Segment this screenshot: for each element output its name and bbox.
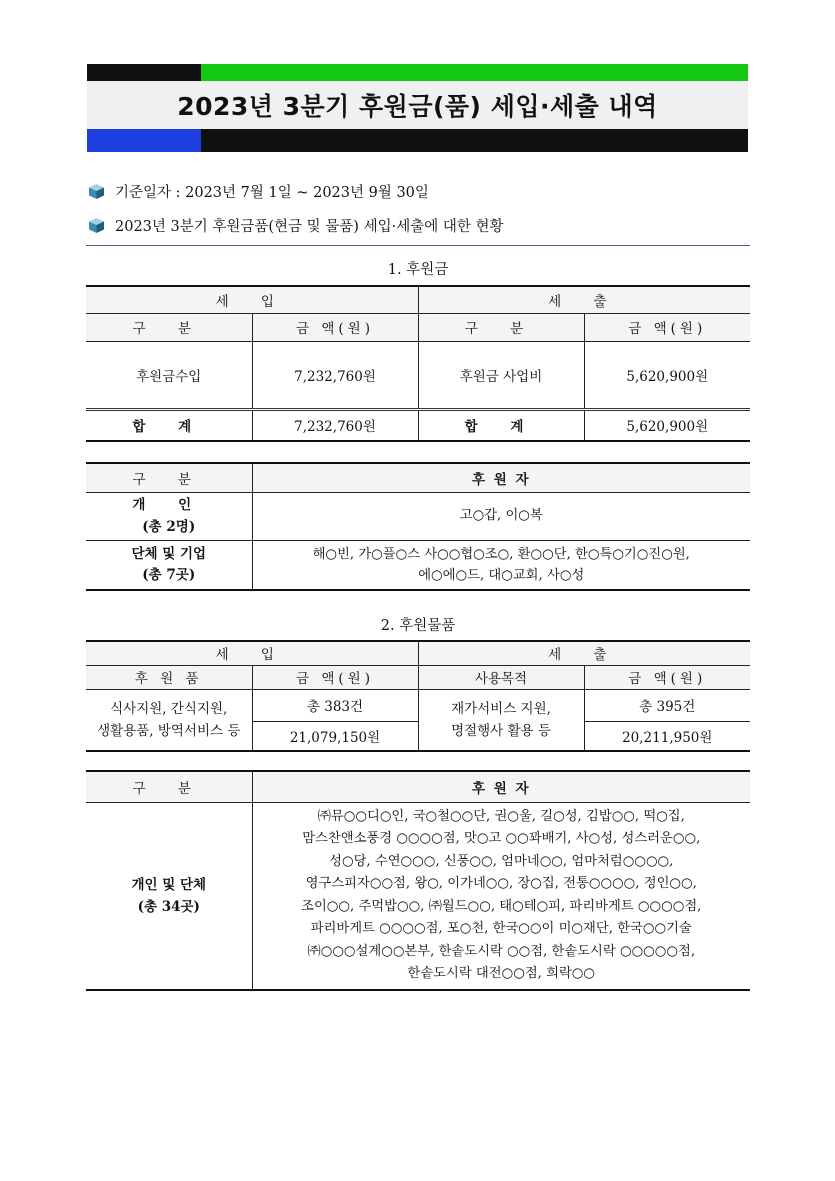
goods-purpose-line: 명절행사 활용 등	[451, 722, 551, 739]
donor-category-individual	[86, 492, 252, 540]
income-col-amount: 금 액(원)	[252, 313, 418, 341]
cube-bullet-icon	[88, 183, 105, 200]
income-col-category: 구 분	[86, 313, 252, 341]
goods-purpose	[418, 689, 584, 751]
donors-goods-table	[86, 770, 750, 991]
goods-col-amount2: 금 액(원)	[584, 665, 750, 689]
donor-line: 한솥도시락 대전○○점, 희락○○	[407, 966, 596, 981]
goods-col-item: 후 원 품	[86, 665, 252, 689]
donor-line: 조이○○, 주먹밥○○, ㈜월드○○, 태○테○피, 파리바게트 ○○○○점,	[301, 898, 702, 914]
category-label: 단체 및 기업	[131, 545, 207, 562]
goods-col-purpose: 사용목적	[418, 665, 584, 689]
category-count: (총 2명)	[142, 519, 196, 535]
donor-line: 영구스피자○○점, 왕○, 이가네○○, 장○집, 전통○○○○, 정인○○,	[305, 876, 697, 891]
donor-list-goods	[252, 802, 750, 990]
donors1-col-category: 구 분	[86, 463, 252, 492]
info-summary	[88, 215, 503, 236]
donor-list-individual	[252, 492, 750, 540]
title-banner	[87, 64, 748, 152]
banner-bottom-stripe	[87, 129, 748, 152]
info-reference-date	[88, 181, 429, 202]
goods-income-header: 세 입	[86, 641, 418, 665]
banner-blue-block	[87, 129, 201, 152]
category-label: 개인 및 단체	[131, 876, 207, 893]
donor-line: 고○갑, 이○복	[459, 507, 543, 523]
goods-item-line: 식사지원, 간식지원,	[110, 700, 228, 717]
income-header: 세 입	[86, 286, 418, 313]
goods-expense-header: 세 출	[418, 641, 750, 665]
goods-col-amount: 금 액(원)	[252, 665, 418, 689]
category-label: 개 인	[132, 497, 206, 513]
income-total: 7,232,760원	[252, 409, 418, 441]
donor-category-groups	[86, 540, 252, 590]
donors-cash-table	[86, 462, 750, 591]
donor-category-all	[86, 802, 252, 990]
goods-income-amount: 21,079,150원	[252, 721, 418, 751]
donor-line: 파리바게트 ○○○○점, 포○천, 한국○○이 미○재단, 한국○○기술	[310, 921, 692, 936]
page-title: 2023년 3분기 후원금(품) 세입·세출 내역	[177, 92, 658, 121]
category-count: (총 7곳)	[142, 566, 196, 583]
expense-header: 세 출	[418, 286, 750, 313]
cube-bullet-icon	[88, 217, 105, 234]
donor-list-groups	[252, 540, 750, 590]
goods-expense-amount: 20,211,950원	[584, 721, 750, 751]
expense-item: 후원금 사업비	[418, 341, 584, 409]
expense-total: 5,620,900원	[584, 409, 750, 441]
donation-cash-table	[86, 285, 750, 442]
category-count: (총 34곳)	[137, 898, 200, 915]
banner-green-bar	[201, 64, 748, 81]
donor-line: ㈜뮤○○디○인, 국○철○○단, 권○울, 길○성, 김밥○○, 떡○집,	[317, 808, 685, 824]
section-2-title: 2. 후원물품	[380, 618, 456, 634]
income-total-label: 합 계	[86, 409, 252, 441]
donor-line: ㈜○○○설계○○본부, 한솥도시락 ○○점, 한솥도시락 ○○○○○점,	[307, 943, 696, 959]
donor-line: 성○당, 수연○○○, 신풍○○, 엄마네○○, 엄마처럼○○○○,	[329, 853, 674, 869]
expense-total-label: 합 계	[418, 409, 584, 441]
donation-goods-table	[86, 640, 750, 752]
donors2-col-category: 구 분	[86, 771, 252, 802]
info-line-2: 2023년 3분기 후원금품(현금 및 물품) 세입·세출에 대한 현황	[115, 219, 504, 235]
income-item: 후원금수입	[86, 341, 252, 409]
goods-expense-count: 총 395건	[584, 689, 750, 721]
banner-top-stripe	[87, 64, 748, 81]
banner-black-bar	[201, 129, 748, 152]
donor-line: 해○빈, 가○플○스 사○○협○조○, 환○○단, 한○특○기○진○원,	[312, 546, 690, 562]
goods-income-count: 총 383건	[252, 689, 418, 721]
goods-items	[86, 689, 252, 751]
expense-col-category: 구 분	[418, 313, 584, 341]
donor-line: 맘스찬앤소풍경 ○○○○점, 맛○고 ○○꽈배기, 사○성, 성스러운○○,	[302, 831, 701, 846]
goods-purpose-line: 재가서비스 지원,	[451, 700, 551, 717]
info-line-1: 기준일자 : 2023년 7월 1일 ~ 2023년 9월 30일	[115, 185, 429, 201]
donors2-col-donor: 후 원 자	[252, 771, 750, 802]
banner-title-area	[87, 81, 748, 129]
donor-line: 에○에○드, 대○교회, 사○성	[418, 567, 585, 583]
section-divider	[86, 245, 750, 246]
income-amount: 7,232,760원	[252, 341, 418, 409]
banner-black-block	[87, 64, 201, 81]
donors1-col-donor: 후 원 자	[252, 463, 750, 492]
goods-item-line: 생활용품, 방역서비스 등	[97, 722, 241, 739]
expense-amount: 5,620,900원	[584, 341, 750, 409]
section-1-title: 1. 후원금	[387, 262, 449, 278]
expense-col-amount: 금 액(원)	[584, 313, 750, 341]
